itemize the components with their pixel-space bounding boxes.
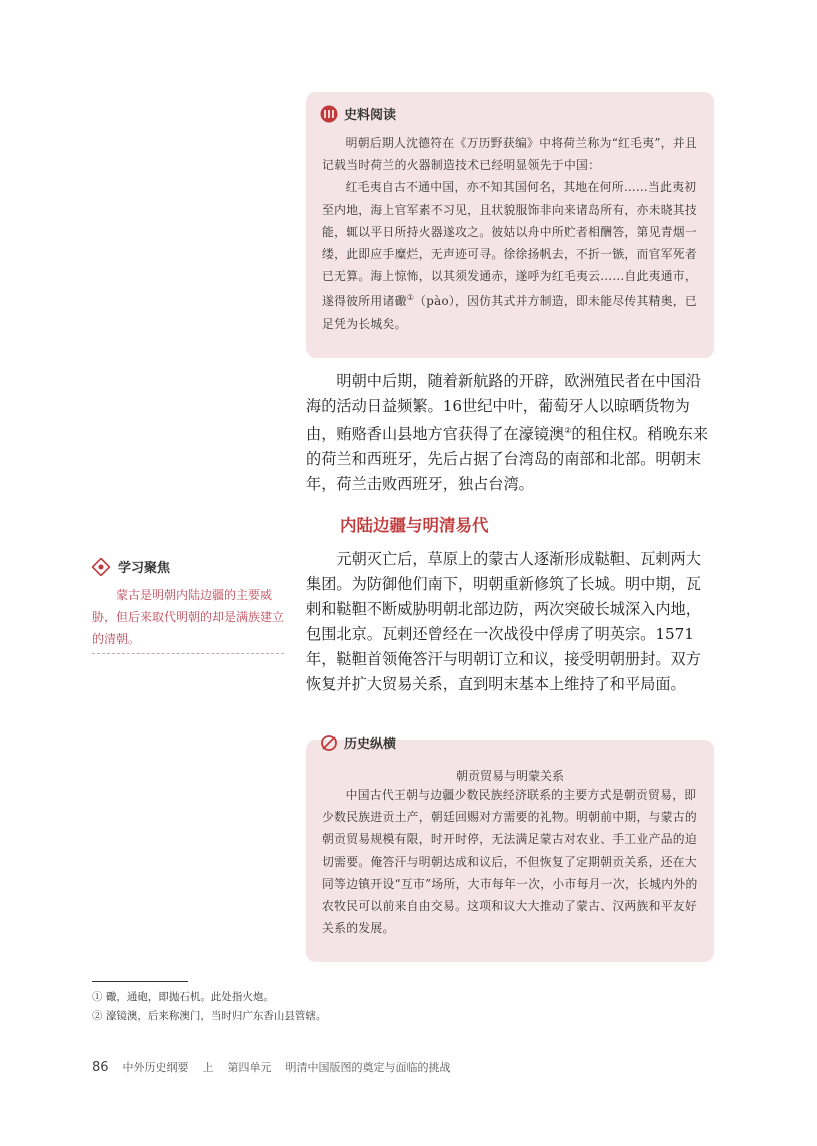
- footnote-2: ② 濠镜澳，后来称澳门，当时归广东香山县管辖。: [92, 1010, 327, 1022]
- study-focus: [92, 557, 284, 650]
- reading-quote-part2: （pào），因仿其式并方制造，即未能尽传其精奥，已足凭为长城矣。: [322, 294, 697, 331]
- study-focus-text: 蒙古是明朝内陆边疆的主要威胁，但后来取代明朝的却是满族建立的清朝。: [92, 588, 285, 646]
- history-box-text: 中国古代王朝与边疆少数民族经济联系的主要方式是朝贡贸易，即少数民族进贡土产，朝廷回赐对方需要的礼物。明朝前中期，与蒙古的朝贡贸易规模有限，时开时停，无法满足蒙古对农业、手工业产品的迫切需要。俺答汗与明朝达成和议后，不但恢复了定期朝贡关系，还在大同等边镇开设“互市”场所，大市每年一次，小市每月一次，长城内外的农牧民可以前来自由交易。这项和议大大推动了蒙古、汉两族和平友好关系的发展。: [322, 788, 698, 936]
- paragraph-2-text: 元朝灭亡后，草原上的蒙古人逐渐形成鞑靼、瓦剌两大集团。为防御他们南下，明朝重新修筑了长城。明中期，瓦剌和鞑靼不断威胁明朝北部边防，两次突破长城深入内地，包围北京。瓦剌还曾经在一次战役中俘虏了明英宗。1571年，鞑靼首领俺答汗与明朝订立和议，接受明朝册封。双方恢复并扩大贸易关系，直到明末基本上维持了和平局面。: [306, 550, 701, 693]
- reading-quote: [322, 176, 704, 334]
- paragraph-1-part1: 明朝中后期，随着新航路的开辟，欧洲殖民者在中国沿海的活动日益频繁。16世纪中叶，葡萄牙人以晾晒货物为由，贿赂香山县地方官获得了在濠镜澳: [306, 372, 701, 443]
- reading-box-header: [320, 104, 396, 123]
- history-box-header: [320, 733, 396, 752]
- main-paragraph-2: [306, 547, 716, 696]
- history-box-subtitle: 朝贡贸易与明蒙关系: [455, 769, 564, 783]
- volume-label: 上: [202, 1061, 214, 1074]
- history-box-content: [322, 784, 704, 939]
- section-title: 内陆边疆与明清易代: [340, 516, 489, 535]
- footnote-divider: [92, 981, 188, 982]
- history-box-title: 历史纵横: [344, 737, 397, 752]
- reading-box-content: [322, 132, 704, 335]
- paragraph-1-part2: 的租住权。稍晚东来的荷兰和西班牙，先后占据了台湾岛的南部和北部。明朝末年，荷兰击败西班牙，独占台湾。: [306, 424, 709, 493]
- book-title: 中外历史纲要: [122, 1061, 189, 1074]
- study-focus-title: 学习聚焦: [118, 561, 171, 576]
- reading-box-title: 史料阅读: [344, 108, 397, 123]
- page-number: 86: [92, 1060, 109, 1075]
- main-paragraph-1: [306, 369, 716, 497]
- reading-intro: 明朝后期人沈德符在《万历野获编》中将荷兰称为“红毛夷”，并且记载当时荷兰的火器制造技术已经明显领先于中国：: [322, 136, 697, 173]
- focus-target-icon: [92, 558, 110, 576]
- unit-label: 第四单元: [227, 1061, 272, 1074]
- footnote-mark-2: ②: [564, 425, 572, 435]
- book-icon: [320, 105, 338, 123]
- reading-quote-part1: 红毛夷自古不通中国，亦不知其国何名，其地在何所……当此夷初至内地，海上官军素不习见，且状貌服饰非向来诸岛所有，亦未晓其技能，辄以平日所持火器遂攻之。彼姑以舟中所贮者相酬答，第见青烟一缕，此即应手糜烂，无声迹可寻。徐徐扬帆去，不折一镞，而官军死者已无算。海上惊怖，以其须发通赤，遂呼为红毛夷云……自此夷通市，遂得彼所用诸礮: [322, 180, 698, 309]
- footnote-1: ① 礮，通砲，即抛石机。此处指火炮。: [92, 991, 274, 1003]
- unit-title: 明清中国版图的奠定与面临的挑战: [285, 1061, 451, 1074]
- footnote-mark-1: ①: [406, 293, 415, 303]
- history-icon: [320, 734, 338, 752]
- footnotes: [92, 988, 326, 1026]
- study-focus-divider: [92, 653, 284, 654]
- study-focus-header: [92, 557, 284, 576]
- page-footer: [92, 1059, 451, 1075]
